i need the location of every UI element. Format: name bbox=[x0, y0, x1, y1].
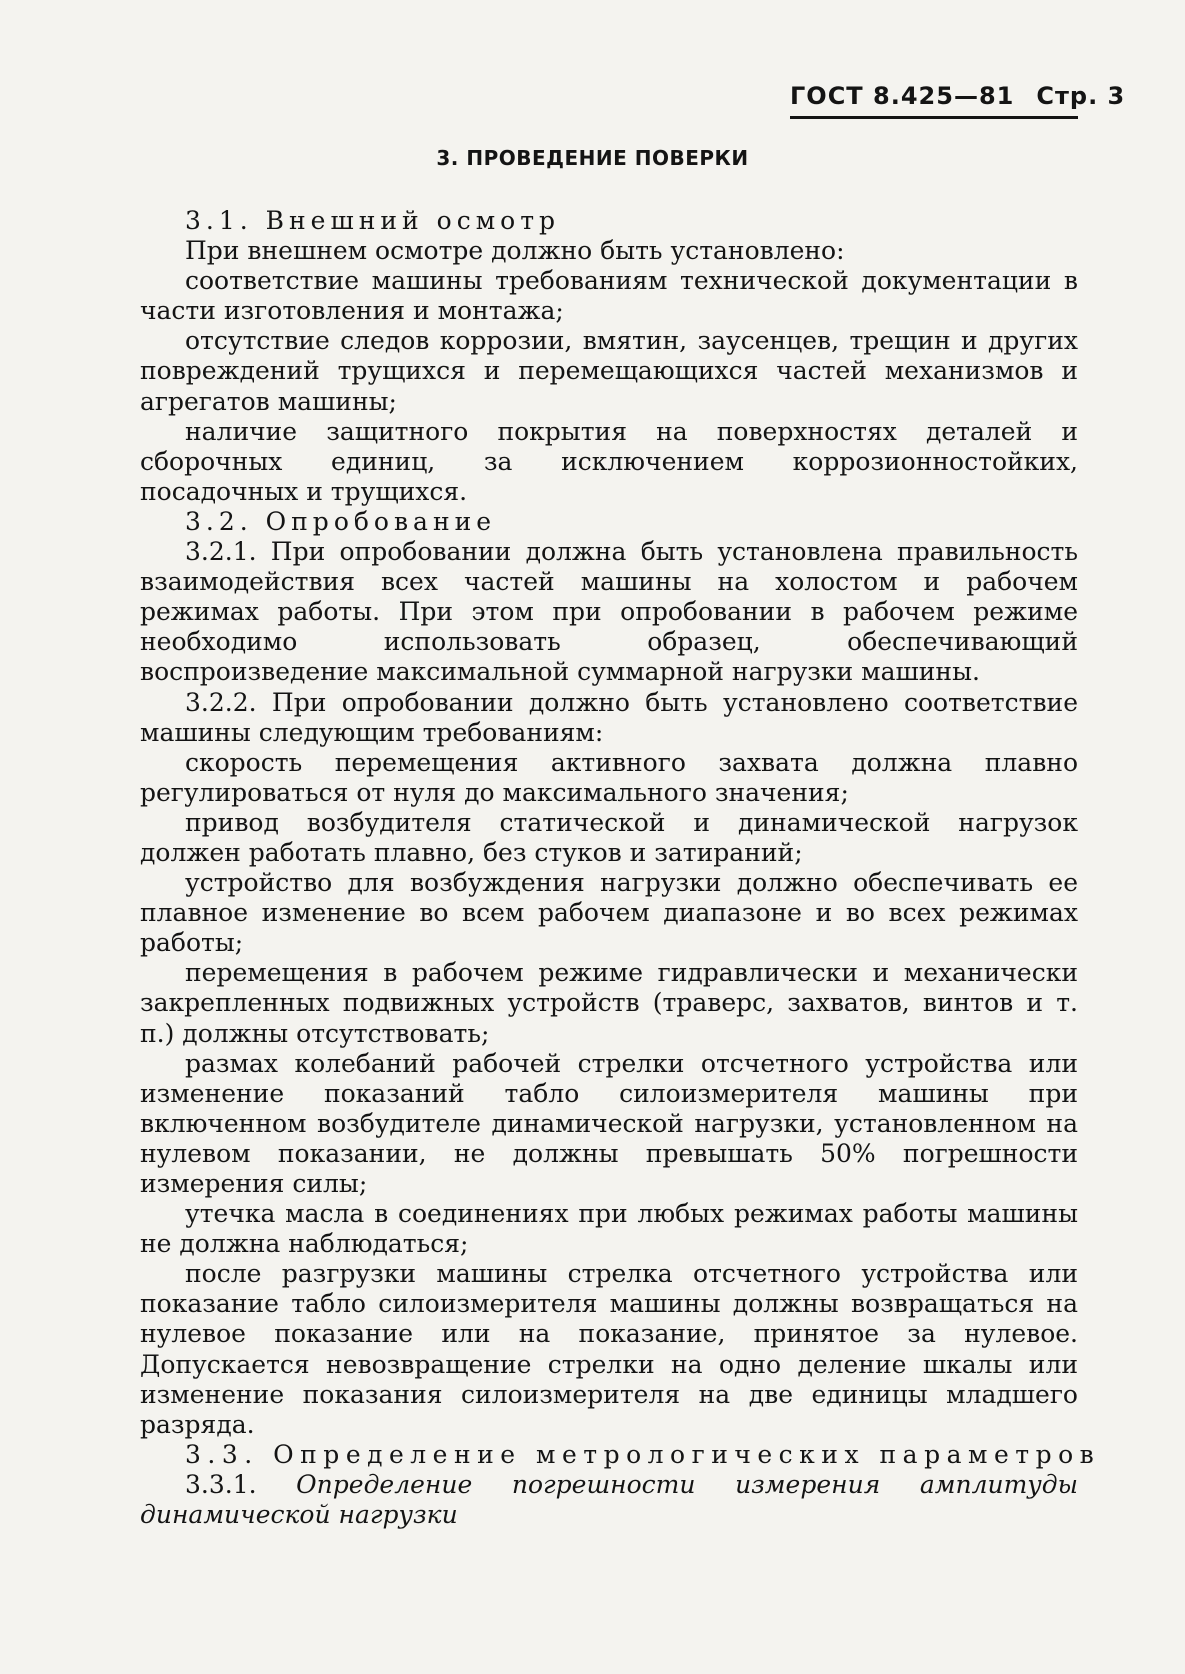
paragraph: скорость перемещения активного захвата должна плавно регулироваться от нуля до максимального значения; bbox=[140, 747, 1078, 807]
standard-designation: ГОСТ 8.425—81 bbox=[790, 82, 1015, 110]
paragraph: размах колебаний рабочей стрелки отсчетного устройства или изменение показаний табло силоизмерителя машины при включенном возбудителе динамической нагрузки, установленном на нулевом показании, не должны превышать 50% погрешности измерения силы; bbox=[140, 1048, 1078, 1198]
subsection-heading-3-3: 3.3. Определение метрологических параметров bbox=[185, 1439, 1101, 1469]
paragraph: наличие защитного покрытия на поверхностях деталей и сборочных единиц, за исключением коррозионностойких, посадочных и трущихся. bbox=[140, 416, 1078, 506]
document-body bbox=[140, 206, 1101, 1530]
section-title: 3. ПРОВЕДЕНИЕ ПОВЕРКИ bbox=[436, 146, 749, 170]
paragraph: 3.2.1. При опробовании должна быть установлена правильность взаимодействия всех частей машины на холостом и рабочем режимах работы. При этом при опробовании в рабочем режиме необходимо использовать образец, обеспечивающий воспроизведение максимальной суммарной нагрузки машины. bbox=[140, 537, 1078, 687]
paragraph: соответствие машины требованиям технической документации в части изготовления и монтажа; bbox=[140, 266, 1078, 326]
paragraph: устройство для возбуждения нагрузки должно обеспечивать ее плавное изменение во всем рабочем диапазоне и во всех режимах работы; bbox=[140, 868, 1078, 958]
subsection-heading-3-1: 3.1. Внешний осмотр bbox=[185, 206, 561, 235]
paragraph: перемещения в рабочем режиме гидравлически и механически закрепленных подвижных устройств (траверс, захватов, винтов и т. п.) должны отсутствовать; bbox=[140, 958, 1078, 1048]
subsection-heading-3-2: 3.2. Опробование bbox=[185, 506, 497, 536]
page-number: Стр. 3 bbox=[1036, 82, 1126, 110]
paragraph: отсутствие следов коррозии, вмятин, заусенцев, трещин и других повреждений трущихся и перемещающихся частей механизмов и агрегатов машины; bbox=[140, 326, 1078, 416]
page-header bbox=[790, 82, 1126, 119]
paragraph: 3.2.2. При опробовании должно быть установлено соответствие машины следующим требованиям: bbox=[140, 687, 1078, 747]
paragraph-3-3-1 bbox=[140, 1470, 1078, 1530]
paragraph: утечка масла в соединениях при любых режимах работы машины не должна наблюдаться; bbox=[140, 1199, 1078, 1259]
paragraph: При внешнем осмотре должно быть установлено: bbox=[185, 236, 845, 266]
clause-number: 3.3.1. bbox=[185, 1469, 257, 1499]
paragraph: привод возбудителя статической и динамической нагрузок должен работать плавно, без стуков и затираний; bbox=[140, 807, 1078, 867]
paragraph: после разгрузки машины стрелка отсчетного устройства или показание табло силоизмерителя машины должны возвращаться на нулевое показание или на показание, принятое за нулевое. Допускается невозвращение стрелки на одно деление шкалы или изменение показания силоизмерителя на две единицы младшего разряда. bbox=[140, 1259, 1078, 1439]
clause-title: Определение погрешности измерения амплитуды динамической нагрузки bbox=[140, 1469, 1079, 1530]
